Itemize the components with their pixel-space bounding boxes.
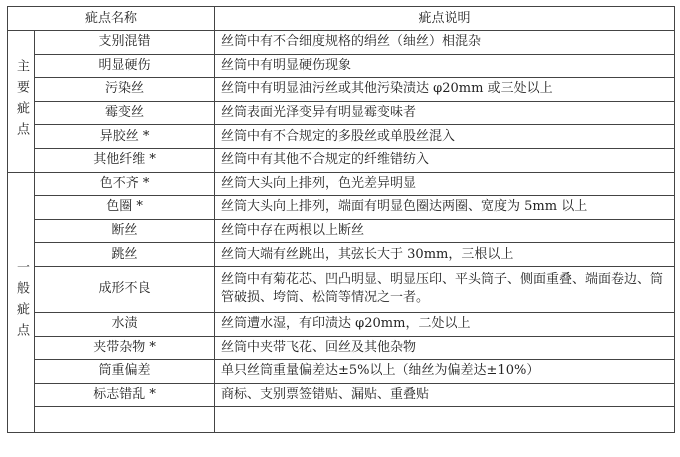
defect-desc: 丝筒中有不合规定的多股丝或单股丝混入	[215, 125, 675, 149]
defect-desc: 丝筒中有明显硬伤现象	[215, 54, 675, 78]
defect-name: 成形不良	[35, 266, 215, 312]
defect-name: 霉变丝	[35, 101, 215, 125]
defect-desc: 丝筒中有不合细度规格的绢丝（䌷丝）相混杂	[215, 31, 675, 55]
category-label: 主要疵点	[14, 59, 29, 144]
defect-desc: 丝筒中存在两根以上断丝	[215, 219, 675, 243]
defect-name: 夹带杂物 *	[35, 336, 215, 360]
defect-desc: 单只丝筒重量偏差达±5%以上（䌷丝为偏差达±10%）	[215, 360, 675, 384]
defect-desc: 丝筒中有其他不合规定的纤维错纺入	[215, 148, 675, 172]
defect-name: 色圈 *	[35, 196, 215, 220]
table-row	[8, 172, 675, 196]
category-label: 一般疵点	[14, 260, 29, 345]
header-defect-name: 疵点名称	[8, 7, 215, 31]
defect-name: 明显硬伤	[35, 54, 215, 78]
table-row	[8, 336, 675, 360]
defect-table	[7, 6, 675, 433]
defect-name: 断丝	[35, 219, 215, 243]
defect-desc: 商标、支别票签错贴、漏贴、重叠贴	[215, 383, 675, 407]
defect-desc: 丝筒表面光泽变异有明显霉变味者	[215, 101, 675, 125]
defect-desc: 丝筒大头向上排列，端面有明显色圈达两圈、宽度为 5mm 以上	[215, 196, 675, 220]
defect-name: 色不齐 *	[35, 172, 215, 196]
header-row	[8, 7, 675, 31]
defect-name: 标志错乱 *	[35, 383, 215, 407]
table-row	[8, 219, 675, 243]
table-row	[8, 266, 675, 312]
defect-desc: 丝筒大端有丝跳出，其弦长大于 30mm，三根以上	[215, 243, 675, 267]
table-row-empty	[8, 407, 675, 433]
defect-name: 水渍	[35, 312, 215, 336]
table-row	[8, 148, 675, 172]
defect-desc: 丝筒中夹带飞花、回丝及其他杂物	[215, 336, 675, 360]
table-row	[8, 125, 675, 149]
defect-name: 筒重偏差	[35, 360, 215, 384]
empty-cell	[215, 407, 675, 433]
category-major	[8, 31, 35, 173]
empty-cell	[35, 407, 215, 433]
defect-desc: 丝筒中有菊花芯、凹凸明显、明显压印、平头筒子、侧面重叠、端面卷边、筒管破损、垮筒、松筒等情况之一者。	[215, 266, 675, 312]
defect-desc: 丝筒中有明显油污丝或其他污染渍达 φ20mm 或三处以上	[215, 78, 675, 102]
table-row	[8, 243, 675, 267]
table-row	[8, 383, 675, 407]
table-row	[8, 78, 675, 102]
defect-name: 跳丝	[35, 243, 215, 267]
table-row	[8, 360, 675, 384]
table-row	[8, 54, 675, 78]
defect-name: 异胶丝 *	[35, 125, 215, 149]
defect-name: 污染丝	[35, 78, 215, 102]
table-row	[8, 101, 675, 125]
table-row	[8, 31, 675, 55]
table-row	[8, 312, 675, 336]
table-row	[8, 196, 675, 220]
defect-desc: 丝筒遭水湿，有印渍达 φ20mm，二处以上	[215, 312, 675, 336]
defect-desc: 丝筒大头向上排列，色光差异明显	[215, 172, 675, 196]
defect-name: 支别混错	[35, 31, 215, 55]
defect-name: 其他纤维 *	[35, 148, 215, 172]
header-defect-description: 疵点说明	[215, 7, 675, 31]
category-general	[8, 172, 35, 433]
